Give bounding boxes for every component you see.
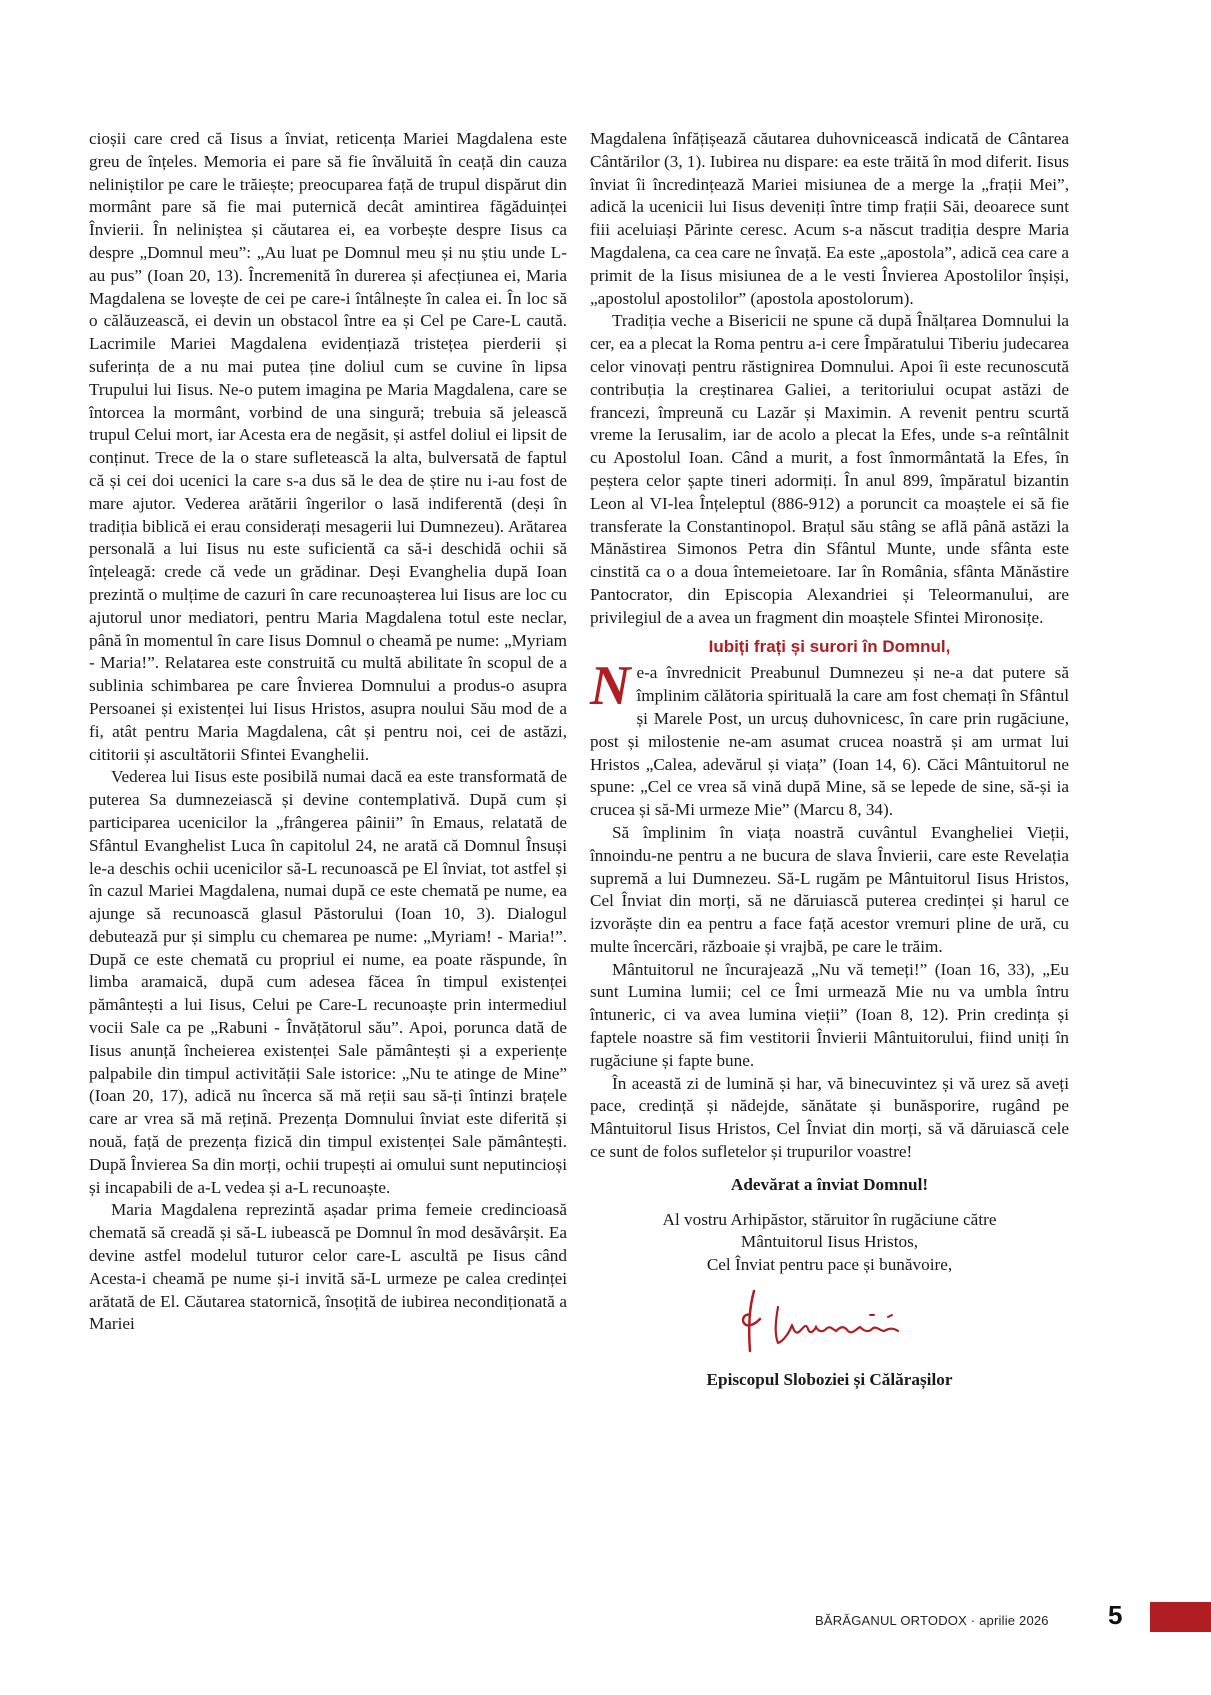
left-paragraph-3: Maria Magdalena reprezintă așadar prima femeie credincioasă chemată să creadă și să-L iubească pe Domnul în mod desăvârșit. Ea devine astfel modelul tuturor celor care-L ascultă pe Iisus când Acesta-i cheamă pe nume și-i invită să-L urmeze pe calea credinței arătată de El. Căutarea statornică, însoțită de iubirea necondiționată a Mariei — [89, 1200, 567, 1334]
sign-line-3: Cel Înviat pentru pace și bunăvoire, — [706, 1255, 953, 1275]
right-column — [590, 128, 1069, 1392]
handwritten-signature — [720, 1285, 940, 1365]
right-paragraph-2: Tradiția veche a Bisericii ne spune că după Înălțarea Domnului la cer, ea a plecat la Roma pentru a-i cere Împăratului Tiberiu judecarea celor vinovați pentru răstignirea Domnului. Apoi îi este recunoscută contribuția la creștinarea Galiei, a teritoriului ocupat astăzi de francezi, împreună cu Lazăr și Maximin. A revenit pentru scurtă vreme la Ierusalim, iar de acolo a plecat la Efes, unde s-a reîntâlnit cu Apostolul Ioan. Când a murit, a fost înmormântată la Efes, în peștera celor șapte tineri adormiți. În anul 899, împăratul bizantin Leon al VI-lea Înțeleptul (886-912) a poruncit ca moaștele ei să fie transferate la Constantinopol. Brațul său stâng se află până astăzi la Mănăstirea Simonos Petra din Sfântul Munte, unde sfânta este cinstită ca o a doua întemeietoare. Iar în România, sfânta Mănăstire Pantocrator, din Episcopia Alexandriei și Teleormanului, are privilegiul de a avea un fragment din moaștele Sfintei Mironosițe. — [590, 311, 1069, 627]
footer-publication: BĂRĂGANUL ORTODOX · aprilie 2026 — [815, 1613, 1049, 1628]
signatory-title: Episcopul Sloboziei și Călărașilor — [706, 1370, 953, 1390]
dropcap-paragraph — [590, 655, 1069, 822]
left-column — [89, 128, 567, 1336]
footer-accent-bar — [1150, 1602, 1211, 1632]
dropcap-letter: N — [590, 655, 631, 718]
right-paragraph-1: Magdalena înfățișează căutarea duhovnicească indicată de Cântarea Cântărilor (3, 1). Iubirea nu dispare: ea este trăită în mod diferit. Iisus înviat îi încredințează Mariei misiunea de a merge la „frații Mei”, adică la ucenicii lui Iisus deveniți între timp frații Săi, deoarece sunt fiii aceluiași Părinte ceresc. Acum s-a născut tradiția despre Maria Magdalena, ca cea care ne învață. Ea este „apostola”, adică cea care a primit de la Iisus misiunea de a le vesti Învierea Apostolilor înșiși, „apostolul apostolilor” (apostola apostolorum). — [590, 129, 1069, 308]
sign-line-1: Al vostru Arhipăstor, stăruitor în rugăciune către — [662, 1209, 997, 1229]
left-paragraph-2: Vederea lui Iisus este posibilă numai dacă ea este transformată de puterea Sa dumnezeiască și devine contemplativă. După cum și participarea ucenicilor la „frângerea pâinii” în Emaus, relatată de Sfântul Evanghelist Luca în capitolul 24, ne arată că Domnul Însuși le-a deschis ochii ucenicilor să-L recunoască pe El înviat, tot astfel și în cazul Mariei Magdalena, numai după ce este chemată pe nume, ea ajunge să recunoască glasul Păstorului (Ioan 10, 3). Dialogul debutează pur și simplu cu chemarea pe nume: „Myriam! - Maria!”. După ce este chemată cu propriul ei nume, ea poate răspunde, în limba aramaică, după cum adesea făcea în timpul existenței pământești a lui Iisus, Celui pe Care-L recunoaște prin intermediul vocii Sale ca pe „Rabuni - Învățătorul său”. Apoi, porunca dată de Iisus anunță încheierea existenței Sale pământești și a experiențe palpabile din timpul activității Sale istorice: „Nu te atinge de Mine” (Ioan 20, 17), adică nu încerca să mă reții sau să-ți întinzi brațele care ar vrea să mă rețină. Prezența Domnului înviat este diferită și nouă, față de prezența fizică din timpul existenței Sale pământești. După Învierea Sa din morți, ochii trupești ai omului sunt neputincioși și incapabili de a-L vedea și a-L recunoaște. — [89, 767, 567, 1197]
left-paragraph-1: cioșii care cred că Iisus a înviat, reticența Mariei Magdalena este greu de înțeles. Memoria ei pare să fie învăluită în ceață din cauza neliniștilor pe care le trăiește; preocuparea față de trupul dispărut din mormânt pare să fie mai puternică decât amintirea făgăduinței Învierii. În neliniștea și căutarea ei, ea vorbește despre Iisus ca despre „Domnul meu”: „Au luat pe Domnul meu și nu știu unde L-au pus” (Ioan 20, 13). Încremenită în durerea și afecțiunea ei, Maria Magdalena se lovește de cei pe care-i întâlnește în calea ei. În loc să o călăuzească, ei devin un obstacol între ea și Cel pe Care-L caută. Lacrimile Mariei Magdalena evidențiază tristețea pierderii și suferința de a nu mai putea ține doliul cum se cuvine în lipsa Trupului lui Iisus. Ne-o putem imagina pe Maria Magdalena, care se întorcea la mormânt, vorbind de una singură; trebuia să jelească trupul Celui mort, iar Acesta era de negăsit, și astfel doliul ei lipsit de conținut. Trece de la o stare sufletească la alta, bulversată de faptul că și cei doi ucenici la care s-a dus să le dea de știre nu i-au fost de mare ajutor. Vederea arătării îngerilor o lasă indiferentă (deși în tradiția biblică ei erau considerați mesagerii lui Dumnezeu). Arătarea personală a lui Iisus nu este suficientă ca să-i deschidă ochii să înțeleagă: crede că vede un grădinar. Deși Evanghelia după Ioan prezintă o mulțime de cazuri în care recunoașterea lui Iisus are loc cu ajutorul unor mediatori, pentru Maria Magdalena totul este neclar, până în momentul în care Iisus Domnul o cheamă pe nume: „Myriam - Maria!”. Relatarea este construită cu multă abilitate în scopul de a sublinia schimbarea pe care Învierea Domnului a produs-o asupra Persoanei și existenței lui Iisus Hristos, asupra noului Său mod de a fi, atât pentru Maria Magdalena, cât și pentru noi, cei de astăzi, cititorii și ascultătorii Sfintei Evanghelii. — [89, 129, 567, 764]
dropcap-paragraph-text: e-a învrednicit Preabunul Dumnezeu și ne-a dat putere să împlinim călătoria spirituală la care am fost chemați în Sfântul și Marele Post, un urcuș duhovnicesc, în care prin rugăciune, post și milostenie ne-am asumat crucea noastră și am urmat lui Hristos „Calea, adevărul și viața” (Ioan 14, 6). Căci Mântuitorul ne spune: „Cel ce vrea să vină după Mine, să se lepede de sine, să-și ia crucea și să-Mi urmeze Mie” (Marcu 8, 34). — [590, 663, 1069, 820]
page-number: 5 — [1108, 1600, 1123, 1630]
sign-line-2: Mântuitorul Iisus Hristos, — [740, 1232, 919, 1252]
section-heading: Iubiți frați și surori în Domnul, — [708, 636, 951, 656]
right-paragraph-5: Mântuitorul ne încurajează „Nu vă temeți!” (Ioan 16, 33), „Eu sunt Lumina lumii; cel ce Îmi urmează Mie nu va umbla întru întuneric, ci va avea lumina vieții” (Ioan 8, 12). Prin credința și faptele noastre să fim vestitorii Învierii Mântuitorului, fiind uniți în rugăciune și fapte bune. — [590, 959, 1069, 1070]
right-paragraph-4: Să împlinim în viața noastră cuvântul Evangheliei Vieții, înnoindu-ne pentru a ne bucura de slava Învierii, care este Revelația supremă a lui Dumnezeu. Să-L rugăm pe Mântuitorul Iisus Hristos, Cel Înviat din morți, să ne dăruiască puterea credinței și harul ce izvorăște din ea pentru a face față acestor vremuri pline de ură, cu multe încercări, războaie și vrajbă, pe care le trăim. — [590, 822, 1069, 956]
right-paragraph-6: În această zi de lumină și har, vă binecuvintez și vă urez să aveți pace, credință și nădejde, sănătate și bunăsporire, rugând pe Mântuitorul Iisus Hristos, Cel Înviat din morți, să vă dăruiască cele ce sunt de folos sufletelor și trupurilor voastre! — [590, 1073, 1069, 1162]
closing-greeting: Adevărat a înviat Domnul! — [730, 1174, 929, 1194]
